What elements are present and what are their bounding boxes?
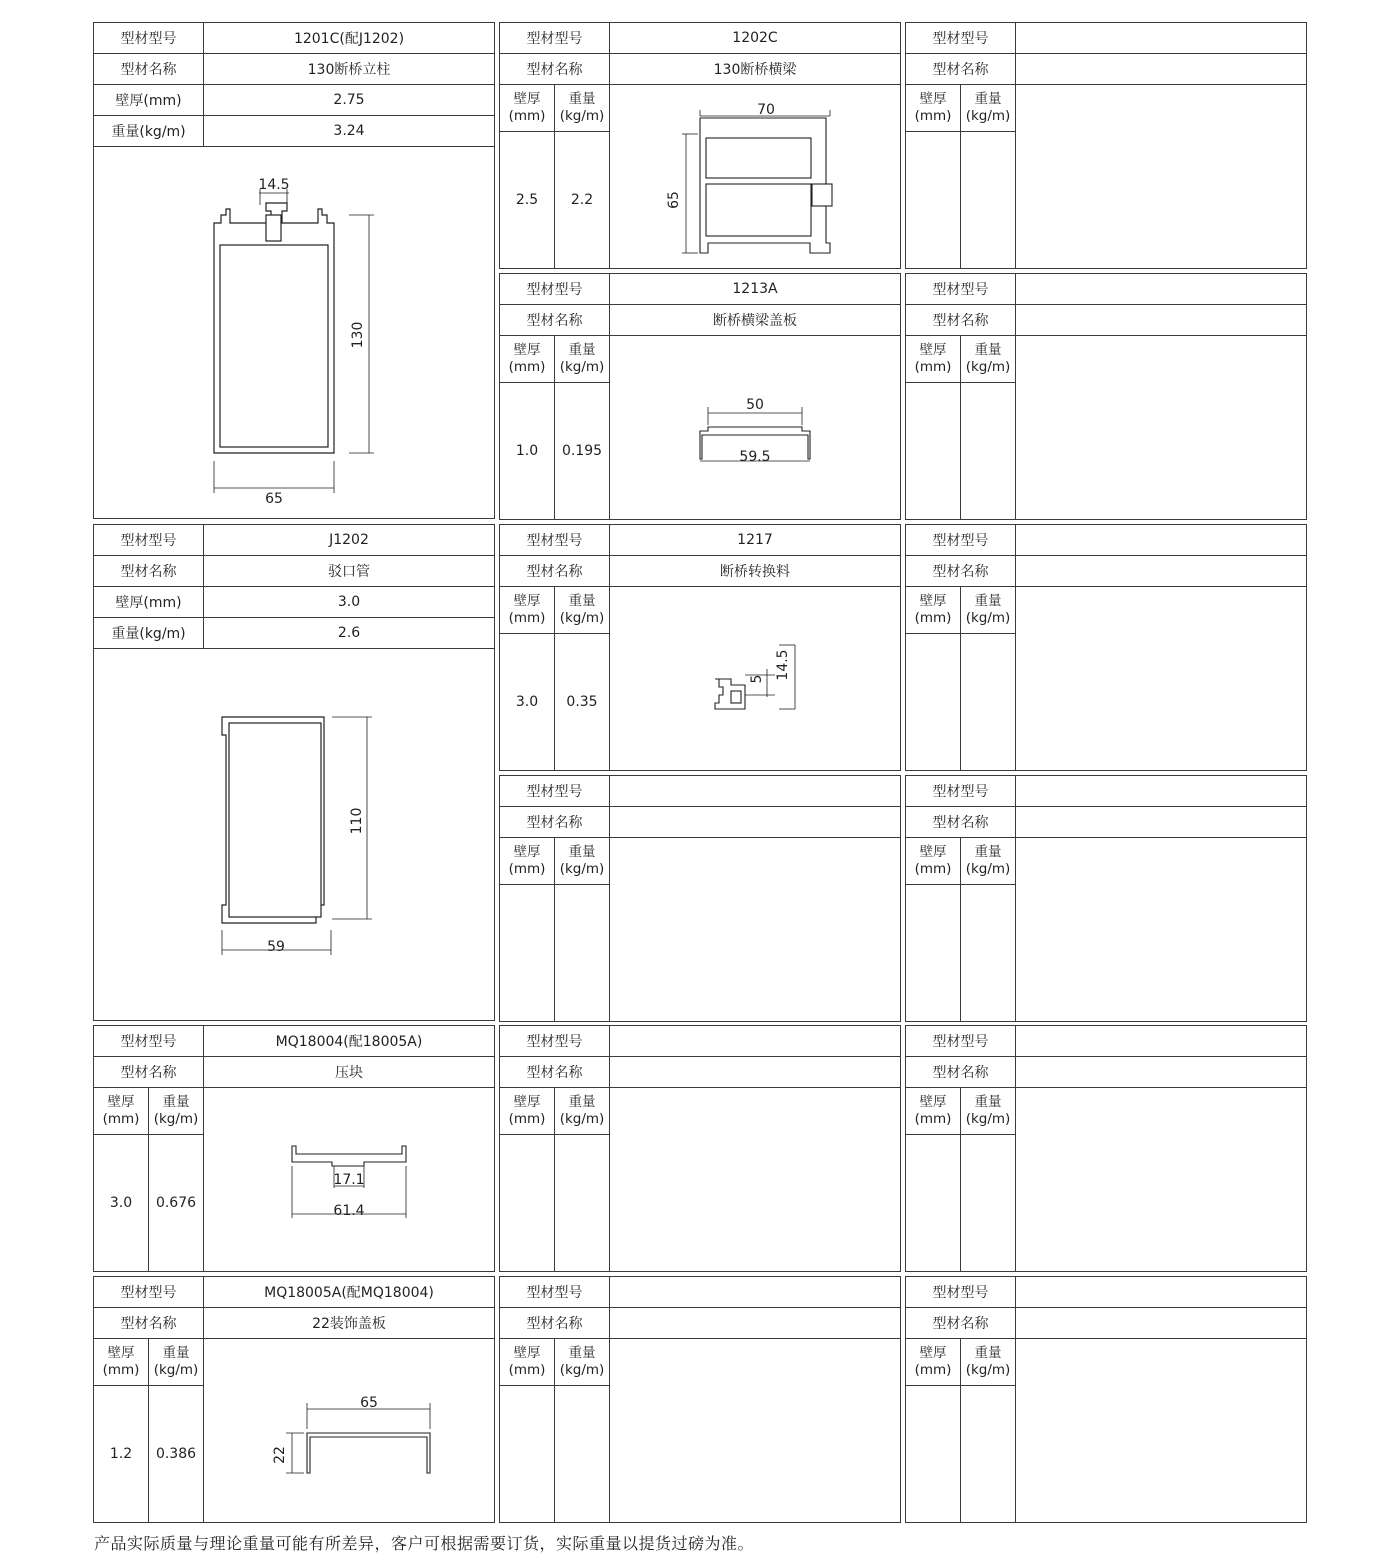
dim-width: 59 xyxy=(267,939,285,955)
weight-value: 0.676 xyxy=(155,1195,197,1211)
name-value: 130断桥立柱 xyxy=(307,62,391,78)
name-label: 型材名称 xyxy=(500,1057,610,1087)
weight-value: 0.35 xyxy=(566,694,598,710)
profile-card-mq18005a xyxy=(93,1276,495,1523)
model-row xyxy=(500,525,900,556)
weight-header: 重量 (kg/m) xyxy=(149,1339,203,1386)
model-row xyxy=(906,525,1306,556)
name-row xyxy=(500,556,900,587)
weight-header: 重量 (kg/m) xyxy=(149,1088,203,1135)
weight-header: 重量 (kg/m) xyxy=(555,85,609,132)
name-value: 130断桥横梁 xyxy=(713,62,797,78)
thickness-value: 2.5 xyxy=(515,192,539,208)
model-value: 1202C xyxy=(732,30,778,46)
name-label: 型材名称 xyxy=(94,1057,204,1087)
thickness-header: 壁厚 (mm) xyxy=(94,1339,148,1386)
weight-header: 重量 (kg/m) xyxy=(555,1088,609,1135)
name-row xyxy=(906,807,1306,838)
model-label: 型材型号 xyxy=(500,776,610,806)
spec-columns xyxy=(500,838,610,1021)
spec-columns xyxy=(500,85,610,268)
model-row xyxy=(500,776,900,807)
dim-height: 65 xyxy=(666,191,682,209)
model-label: 型材型号 xyxy=(906,274,1016,304)
profile-drawing-1201c xyxy=(194,163,394,503)
profile-card-empty xyxy=(905,1276,1307,1523)
thickness-header: 壁厚 (mm) xyxy=(500,336,554,383)
name-label: 型材名称 xyxy=(906,807,1016,837)
model-label: 型材型号 xyxy=(94,1277,204,1307)
thickness-header: 壁厚 (mm) xyxy=(500,1088,554,1135)
weight-row xyxy=(94,618,494,649)
profile-card-1201c xyxy=(93,22,495,519)
model-row xyxy=(906,1026,1306,1057)
model-label: 型材型号 xyxy=(906,776,1016,806)
thickness-header: 壁厚 (mm) xyxy=(906,85,960,132)
spec-columns xyxy=(906,336,1016,519)
spec-columns xyxy=(906,587,1016,770)
spec-columns xyxy=(94,1088,204,1271)
weight-header: 重量 (kg/m) xyxy=(961,85,1015,132)
thickness-value: 3.0 xyxy=(515,694,539,710)
weight-header: 重量 (kg/m) xyxy=(961,838,1015,885)
weight-header: 重量 (kg/m) xyxy=(555,587,609,634)
profile-drawing-1217 xyxy=(705,635,815,715)
thickness-value: 1.2 xyxy=(109,1446,133,1462)
profile-card-1213a xyxy=(499,273,901,520)
model-label: 型材型号 xyxy=(500,1277,610,1307)
profile-drawing-j1202 xyxy=(204,705,404,965)
spec-columns xyxy=(906,1339,1016,1522)
footnote: 产品实际质量与理论重量可能有所差异，客户可根据需要订货，实际重量以提货过磅为准。 xyxy=(94,1534,755,1553)
model-row xyxy=(94,1277,494,1308)
profile-card-empty xyxy=(499,1025,901,1272)
profile-card-1202c xyxy=(499,22,901,269)
model-value: MQ18005A(配MQ18004) xyxy=(264,1285,434,1301)
name-row xyxy=(94,54,494,85)
thickness-label: 壁厚(mm) xyxy=(94,587,204,617)
model-label: 型材型号 xyxy=(500,274,610,304)
name-row xyxy=(500,1057,900,1088)
name-label: 型材名称 xyxy=(500,556,610,586)
name-value: 压块 xyxy=(335,1065,363,1081)
profile-drawing-mq18004 xyxy=(284,1136,414,1226)
model-row xyxy=(906,1277,1306,1308)
name-row xyxy=(500,807,900,838)
model-row xyxy=(906,274,1306,305)
model-value: 1213A xyxy=(732,281,778,297)
dim-width: 61.4 xyxy=(333,1203,365,1219)
spec-columns xyxy=(94,1339,204,1522)
name-row xyxy=(94,556,494,587)
name-value: 驳口管 xyxy=(328,564,370,580)
model-label: 型材型号 xyxy=(906,525,1016,555)
profile-card-j1202 xyxy=(93,524,495,1021)
weight-header: 重量 (kg/m) xyxy=(555,838,609,885)
weight-header: 重量 (kg/m) xyxy=(961,1088,1015,1135)
name-label: 型材名称 xyxy=(906,1308,1016,1338)
model-row xyxy=(500,23,900,54)
spec-columns xyxy=(500,336,610,519)
name-label: 型材名称 xyxy=(906,305,1016,335)
thickness-value: 2.75 xyxy=(333,92,365,108)
thickness-header: 壁厚 (mm) xyxy=(906,587,960,634)
profile-card-empty xyxy=(905,524,1307,771)
thickness-header: 壁厚 (mm) xyxy=(906,838,960,885)
weight-header: 重量 (kg/m) xyxy=(555,336,609,383)
profile-card-empty xyxy=(499,1276,901,1523)
weight-value: 2.2 xyxy=(570,192,594,208)
spec-columns xyxy=(500,1339,610,1522)
dim-height: 110 xyxy=(349,807,365,835)
name-label: 型材名称 xyxy=(906,1057,1016,1087)
thickness-header: 壁厚 (mm) xyxy=(500,587,554,634)
dim-height: 22 xyxy=(272,1446,288,1464)
weight-value: 3.24 xyxy=(333,123,365,139)
name-label: 型材名称 xyxy=(906,54,1016,84)
weight-header: 重量 (kg/m) xyxy=(961,587,1015,634)
model-label: 型材型号 xyxy=(500,23,610,53)
weight-header: 重量 (kg/m) xyxy=(961,336,1015,383)
name-row xyxy=(94,1057,494,1088)
name-row xyxy=(94,1308,494,1339)
model-label: 型材型号 xyxy=(94,23,204,53)
dim-inner: 50 xyxy=(746,397,764,413)
spec-columns xyxy=(906,85,1016,268)
name-row xyxy=(906,305,1306,336)
model-row xyxy=(500,1026,900,1057)
model-value: MQ18004(配18005A) xyxy=(275,1034,423,1050)
spec-columns xyxy=(906,1088,1016,1271)
thickness-header: 壁厚 (mm) xyxy=(906,1339,960,1386)
thickness-header: 壁厚 (mm) xyxy=(906,1088,960,1135)
spec-columns xyxy=(906,838,1016,1021)
dim-height: 14.5 xyxy=(775,649,791,681)
name-label: 型材名称 xyxy=(500,1308,610,1338)
dim-height: 130 xyxy=(350,321,366,349)
model-label: 型材型号 xyxy=(500,1026,610,1056)
name-label: 型材名称 xyxy=(500,305,610,335)
dim-width: 70 xyxy=(757,102,775,118)
name-row xyxy=(500,54,900,85)
name-label: 型材名称 xyxy=(906,556,1016,586)
model-label: 型材型号 xyxy=(500,525,610,555)
profile-card-1217 xyxy=(499,524,901,771)
profile-card-mq18004 xyxy=(93,1025,495,1272)
profile-drawing-1202c xyxy=(660,98,860,263)
profile-card-empty xyxy=(905,775,1307,1022)
name-value: 22装饰盖板 xyxy=(312,1316,386,1332)
weight-header: 重量 (kg/m) xyxy=(961,1339,1015,1386)
dim-outer: 59.5 xyxy=(739,449,771,465)
dim-small: 5 xyxy=(749,674,765,684)
spec-columns xyxy=(500,1088,610,1271)
name-value: 断桥横梁盖板 xyxy=(713,313,797,329)
name-row xyxy=(906,1057,1306,1088)
weight-label: 重量(kg/m) xyxy=(94,116,204,146)
name-label: 型材名称 xyxy=(94,556,204,586)
name-label: 型材名称 xyxy=(500,54,610,84)
thickness-header: 壁厚 (mm) xyxy=(94,1088,148,1135)
profile-card-empty xyxy=(499,775,901,1022)
weight-value: 0.386 xyxy=(155,1446,197,1462)
model-label: 型材型号 xyxy=(94,525,204,555)
thickness-header: 壁厚 (mm) xyxy=(500,838,554,885)
thickness-header: 壁厚 (mm) xyxy=(500,85,554,132)
profile-card-empty xyxy=(905,273,1307,520)
model-row xyxy=(906,23,1306,54)
thickness-value: 3.0 xyxy=(109,1195,133,1211)
model-row xyxy=(500,1277,900,1308)
spec-columns xyxy=(500,587,610,770)
name-value: 断桥转换料 xyxy=(720,564,790,580)
model-label: 型材型号 xyxy=(906,1026,1016,1056)
dim-top: 14.5 xyxy=(258,177,290,193)
dim-inner: 17.1 xyxy=(333,1172,365,1188)
name-row xyxy=(500,305,900,336)
name-row xyxy=(906,1308,1306,1339)
model-row xyxy=(94,525,494,556)
name-label: 型材名称 xyxy=(500,807,610,837)
weight-header: 重量 (kg/m) xyxy=(555,1339,609,1386)
thickness-value: 1.0 xyxy=(515,443,539,459)
weight-value: 2.6 xyxy=(337,625,361,641)
model-label: 型材型号 xyxy=(906,1277,1016,1307)
name-label: 型材名称 xyxy=(94,54,204,84)
profile-drawing-mq18005a xyxy=(264,1389,444,1479)
name-row xyxy=(906,556,1306,587)
model-row xyxy=(94,23,494,54)
model-value: 1217 xyxy=(737,532,773,548)
name-label: 型材名称 xyxy=(94,1308,204,1338)
model-row xyxy=(906,776,1306,807)
model-row xyxy=(500,274,900,305)
profile-drawing-1213a xyxy=(690,389,820,469)
profile-card-empty xyxy=(905,1025,1307,1272)
weight-value: 0.195 xyxy=(561,443,603,459)
thickness-label: 壁厚(mm) xyxy=(94,85,204,115)
model-value: J1202 xyxy=(329,532,369,548)
model-value: 1201C(配J1202) xyxy=(293,31,405,47)
thickness-header: 壁厚 (mm) xyxy=(500,1339,554,1386)
model-label: 型材型号 xyxy=(906,23,1016,53)
profile-card-empty xyxy=(905,22,1307,269)
weight-row xyxy=(94,116,494,147)
thickness-row xyxy=(94,85,494,116)
thickness-row xyxy=(94,587,494,618)
model-label: 型材型号 xyxy=(94,1026,204,1056)
name-row xyxy=(500,1308,900,1339)
dim-width: 65 xyxy=(360,1395,378,1411)
model-row xyxy=(94,1026,494,1057)
thickness-header: 壁厚 (mm) xyxy=(906,336,960,383)
thickness-value: 3.0 xyxy=(337,594,361,610)
name-row xyxy=(906,54,1306,85)
dim-width: 65 xyxy=(265,491,283,503)
weight-label: 重量(kg/m) xyxy=(94,618,204,648)
